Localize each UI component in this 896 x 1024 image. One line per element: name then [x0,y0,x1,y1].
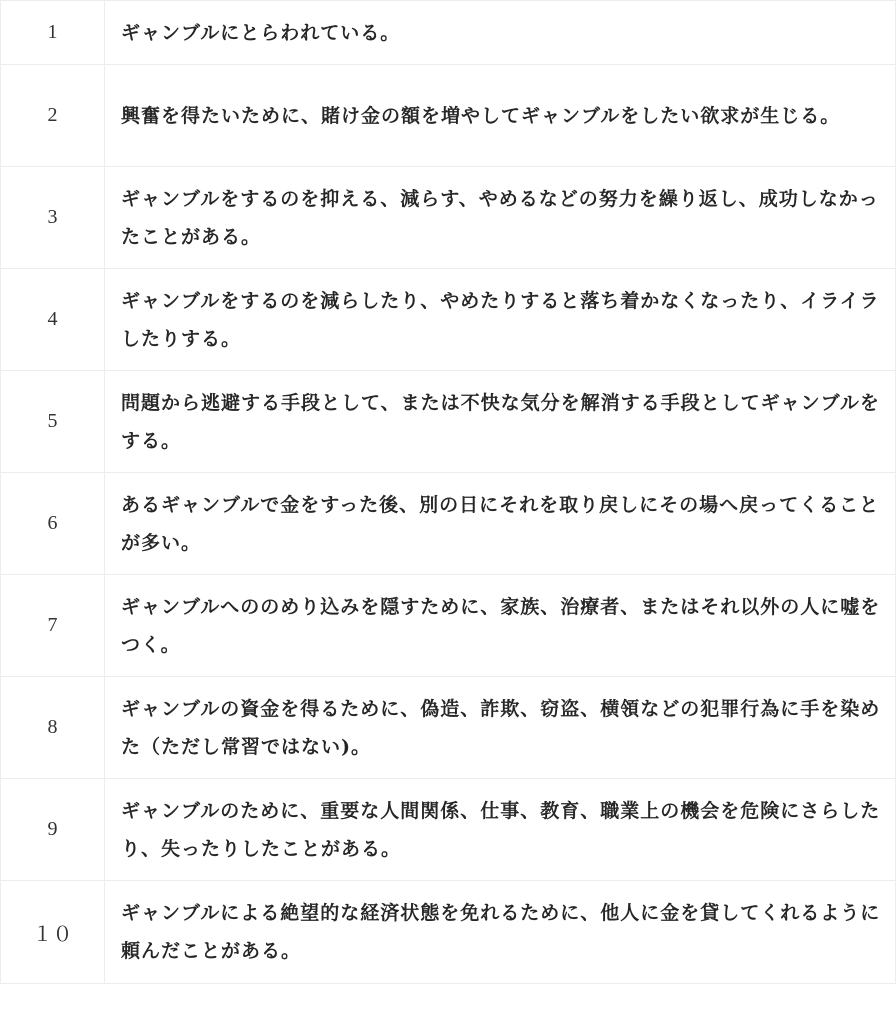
table-row [1,881,896,984]
table-row [1,167,896,269]
row-text: ギャンブルをするのを抑える、減らす、やめるなどの努力を繰り返し、成功しなかったことがある。 [105,167,896,269]
row-text: ギャンブルのために、重要な人間関係、仕事、教育、職業上の機会を危険にさらしたり、失ったりしたことがある。 [105,779,896,881]
row-text: 興奮を得たいために、賭け金の額を増やしてギャンブルをしたい欲求が生じる。 [105,65,896,167]
row-number: 2 [1,65,105,167]
row-text: ギャンブルの資金を得るために、偽造、詐欺、窃盗、横領などの犯罪行為に手を染めた（ただし常習ではない)。 [105,677,896,779]
row-number: 6 [1,473,105,575]
table-row [1,473,896,575]
row-number: 3 [1,167,105,269]
row-number: 4 [1,269,105,371]
row-number: 5 [1,371,105,473]
row-number: 7 [1,575,105,677]
row-text: ギャンブルをするのを減らしたり、やめたりすると落ち着かなくなったり、イライラしたりする。 [105,269,896,371]
row-number: 8 [1,677,105,779]
table-row [1,1,896,65]
table-row [1,371,896,473]
table-row [1,269,896,371]
table-row [1,65,896,167]
table-row [1,677,896,779]
table-row [1,575,896,677]
row-number: 1 [1,1,105,65]
row-number: １０ [1,881,105,984]
row-text: ギャンブルへののめり込みを隠すために、家族、治療者、またはそれ以外の人に嘘をつく。 [105,575,896,677]
row-text: ギャンブルにとらわれている。 [105,1,896,65]
row-text: 問題から逃避する手段として、または不快な気分を解消する手段としてギャンブルをする。 [105,371,896,473]
row-text: ギャンブルによる絶望的な経済状態を免れるために、他人に金を貸してくれるように頼んだことがある。 [105,881,896,984]
row-number: 9 [1,779,105,881]
row-text: あるギャンブルで金をすった後、別の日にそれを取り戻しにその場へ戻ってくることが多い。 [105,473,896,575]
table-row [1,779,896,881]
